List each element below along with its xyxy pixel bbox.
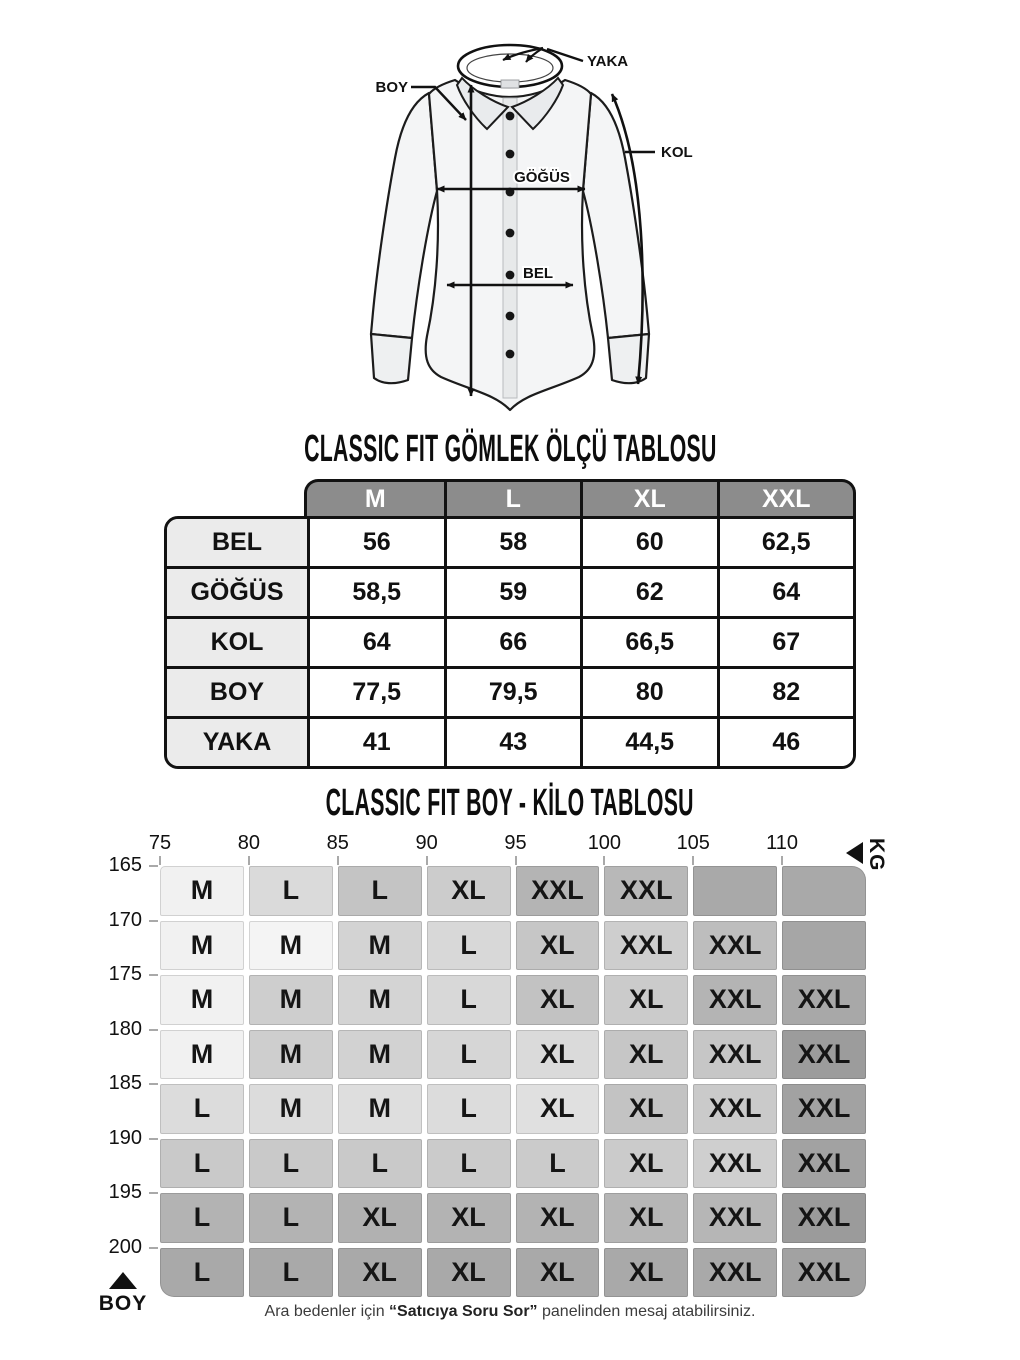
- height-tick-mark: [149, 1138, 158, 1140]
- height-tick-mark: [149, 1083, 158, 1085]
- kilo-cell: XL: [427, 1193, 511, 1243]
- size-column-header: XXL: [717, 482, 854, 516]
- size-value-cell: 82: [717, 669, 854, 719]
- kg-tick-label: 75: [148, 832, 172, 854]
- kilo-cell: XL: [516, 1084, 600, 1134]
- height-tick-label: 180: [108, 1017, 142, 1040]
- kol-label: KOL: [661, 144, 693, 161]
- kilo-table-title-text: CLASSIC FIT BOY - KİLO TABLOSU: [325, 782, 695, 824]
- kilo-cell: XL: [516, 975, 600, 1025]
- size-value-cell: 62,5: [717, 519, 854, 569]
- boy-axis-label: BOY: [98, 1292, 148, 1315]
- size-value-cell: 79,5: [444, 669, 581, 719]
- kilo-cell: XL: [427, 1248, 511, 1298]
- kilo-cell: XXL: [693, 1248, 777, 1298]
- left-cuff: [371, 334, 412, 383]
- kilo-cell: XL: [516, 921, 600, 971]
- kilo-cell: XXL: [782, 1139, 866, 1189]
- size-value-cell: 62: [580, 569, 717, 619]
- height-tick-mark: [149, 974, 158, 976]
- kilo-cell: XXL: [604, 866, 688, 916]
- kilo-cell: L: [427, 1084, 511, 1134]
- size-value-cell: 43: [444, 719, 581, 766]
- footer-note: [0, 1303, 1020, 1321]
- size-table-body: [164, 516, 856, 769]
- kilo-cell: XL: [338, 1193, 422, 1243]
- size-value-cell: 41: [307, 719, 444, 766]
- height-tick-label: 165: [108, 854, 142, 876]
- kilo-cell: L: [249, 1248, 333, 1298]
- kilo-cell: L: [338, 1139, 422, 1189]
- kilo-cell: XL: [427, 866, 511, 916]
- kilo-cell: L: [249, 1139, 333, 1189]
- brand-label: [501, 80, 519, 88]
- kg-axis-label: KG: [865, 838, 888, 872]
- height-tick-label: 170: [108, 908, 142, 931]
- left-sleeve: [371, 93, 437, 338]
- kilo-cell: XXL: [782, 1030, 866, 1080]
- kilo-cell: L: [427, 1030, 511, 1080]
- size-table-title-text: CLASSIC FIT GÖMLEK ÖLÇÜ TABLOSU: [303, 428, 717, 470]
- boy-up-triangle-icon: [109, 1272, 137, 1289]
- kilo-cell: XL: [516, 1030, 600, 1080]
- size-value-cell: 64: [307, 619, 444, 669]
- size-value-cell: 60: [580, 519, 717, 569]
- kilo-table-title: [0, 782, 1020, 825]
- kilo-grid: [160, 866, 866, 1297]
- size-row-label: BOY: [167, 669, 307, 719]
- kilo-cell: M: [249, 975, 333, 1025]
- kilo-cell: [782, 921, 866, 971]
- size-table: [164, 479, 856, 769]
- bel-label: BEL: [523, 265, 553, 282]
- kg-arrow-icon: [846, 842, 863, 864]
- kilo-cell: L: [427, 975, 511, 1025]
- kilo-cell: L: [516, 1139, 600, 1189]
- kilo-cell: XL: [516, 1248, 600, 1298]
- size-column-header: XL: [580, 482, 717, 516]
- kilo-cell: XXL: [693, 975, 777, 1025]
- kg-tick-label: 90: [415, 832, 438, 854]
- kilo-cell: L: [160, 1084, 244, 1134]
- height-tick-label: 200: [108, 1235, 142, 1258]
- kilo-cell: XXL: [693, 1139, 777, 1189]
- kilo-cell: XL: [604, 1030, 688, 1080]
- kilo-cell: XL: [604, 1193, 688, 1243]
- height-tick-mark: [149, 1192, 158, 1194]
- kilo-cell: XXL: [782, 975, 866, 1025]
- kilo-cell: XXL: [782, 1193, 866, 1243]
- kg-tick-mark: [426, 856, 428, 865]
- size-column-header: L: [444, 482, 581, 516]
- kilo-cell: XXL: [782, 1248, 866, 1298]
- kg-tick-mark: [515, 856, 517, 865]
- kilo-cell: M: [249, 1084, 333, 1134]
- kg-tick-label: 85: [326, 832, 349, 854]
- kilo-cell: L: [160, 1139, 244, 1189]
- kilo-cell: XL: [338, 1248, 422, 1298]
- kg-tick-mark: [692, 856, 694, 865]
- shirt-measurement-diagram: [295, 28, 735, 433]
- kilo-cell: XXL: [693, 1084, 777, 1134]
- kilo-cell: XL: [604, 1084, 688, 1134]
- height-tick-mark: [149, 920, 158, 922]
- footer-bold-text: “Satıcıya Soru Sor”: [389, 1303, 538, 1320]
- size-value-cell: 66,5: [580, 619, 717, 669]
- size-value-cell: 67: [717, 619, 854, 669]
- height-tick-label: 190: [108, 1126, 142, 1149]
- size-value-cell: 80: [580, 669, 717, 719]
- kilo-cell: L: [338, 866, 422, 916]
- gogus-label: GÖĞÜS: [514, 169, 570, 186]
- size-value-cell: 58,5: [307, 569, 444, 619]
- kg-tick-label: 100: [587, 832, 622, 854]
- kilo-cell: XL: [604, 1139, 688, 1189]
- kilo-cell: XXL: [693, 1193, 777, 1243]
- size-row-label: YAKA: [167, 719, 307, 766]
- boy-label: BOY: [375, 79, 408, 96]
- kilo-cell: M: [338, 921, 422, 971]
- kilo-cell: M: [338, 975, 422, 1025]
- right-cuff: [608, 334, 649, 383]
- height-tick-mark: [149, 1247, 158, 1249]
- kilo-cell: XXL: [782, 1084, 866, 1134]
- kilo-cell: L: [427, 921, 511, 971]
- kg-tick-mark: [603, 856, 605, 865]
- size-value-cell: 59: [444, 569, 581, 619]
- footer-text-before: Ara bedenler için: [264, 1303, 390, 1320]
- size-value-cell: 66: [444, 619, 581, 669]
- kilo-cell: XL: [604, 975, 688, 1025]
- kilo-cell: L: [160, 1193, 244, 1243]
- kilo-cell: M: [338, 1030, 422, 1080]
- kilo-cell: [782, 866, 866, 916]
- size-value-cell: 58: [444, 519, 581, 569]
- kilo-cell: M: [160, 975, 244, 1025]
- kilo-cell: L: [249, 866, 333, 916]
- kilo-cell: M: [249, 1030, 333, 1080]
- kilo-cell: XXL: [604, 921, 688, 971]
- size-table-title: [0, 428, 1020, 471]
- kilo-cell: XXL: [693, 921, 777, 971]
- size-value-cell: 44,5: [580, 719, 717, 766]
- size-row-label: BEL: [167, 519, 307, 569]
- height-tick-label: 175: [108, 963, 142, 985]
- kg-tick-mark: [248, 856, 250, 865]
- height-tick-label: 185: [108, 1072, 142, 1094]
- kg-tick-label: 95: [504, 832, 527, 854]
- size-value-cell: 46: [717, 719, 854, 766]
- kilo-cell: M: [249, 921, 333, 971]
- height-tick-mark: [149, 865, 158, 867]
- kilo-cell: M: [338, 1084, 422, 1134]
- kilo-cell: M: [160, 866, 244, 916]
- kilo-cell: [693, 866, 777, 916]
- kilo-cell: XXL: [516, 866, 600, 916]
- kilo-cell: XL: [604, 1248, 688, 1298]
- kilo-cell: L: [427, 1139, 511, 1189]
- kilo-cell: L: [249, 1193, 333, 1243]
- kg-tick-mark: [337, 856, 339, 865]
- kilo-cell: M: [160, 921, 244, 971]
- yaka-label: YAKA: [587, 53, 629, 70]
- footer-text-after: panelinden mesaj atabilirsiniz.: [537, 1303, 756, 1320]
- size-column-header: M: [364, 484, 386, 513]
- size-row-label: GÖĞÜS: [167, 569, 307, 619]
- size-row-label: KOL: [167, 619, 307, 669]
- size-value-cell: 77,5: [307, 669, 444, 719]
- size-value-cell: 56: [307, 519, 444, 569]
- kilo-cell: XXL: [693, 1030, 777, 1080]
- kilo-cell: M: [160, 1030, 244, 1080]
- kg-tick-label: 80: [237, 832, 260, 854]
- kilo-cell: L: [160, 1248, 244, 1298]
- height-tick-mark: [149, 1029, 158, 1031]
- kg-tick-label: 105: [676, 832, 710, 854]
- size-table-header-row: [304, 479, 856, 516]
- kg-tick-mark: [159, 856, 161, 865]
- kilo-cell: XL: [516, 1193, 600, 1243]
- kg-tick-mark: [781, 856, 783, 865]
- size-value-cell: 64: [717, 569, 854, 619]
- height-tick-label: 195: [108, 1181, 142, 1203]
- kg-tick-label: 110: [766, 832, 799, 854]
